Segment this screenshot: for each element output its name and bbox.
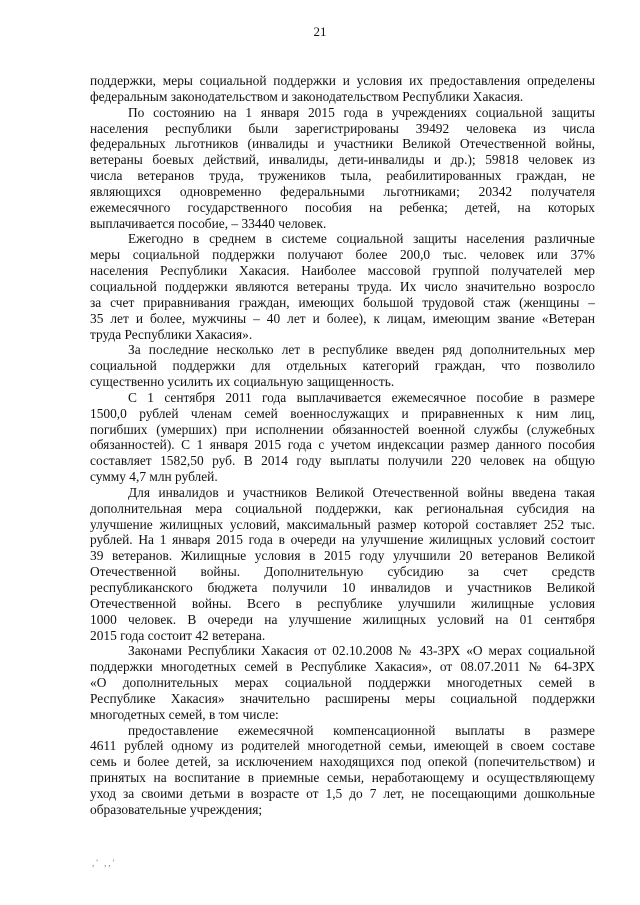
text-line: населения Республики Хакасия. Наиболее массовой группой получателей мер bbox=[90, 263, 595, 279]
text-line: погибших (умерших) при исполнении обязанностей военной службы (служебных bbox=[90, 421, 595, 437]
text-line: выплачивается пособие, – 33440 человек. bbox=[90, 215, 327, 231]
text-line: принятых на воспитание в приемные семьи, неработающему и осуществляющему bbox=[90, 770, 595, 786]
text-line: Для инвалидов и участников Великой Отечественной войны введена такая bbox=[128, 484, 595, 500]
text-line: труда Республики Хакасия». bbox=[90, 326, 253, 342]
text-line: многодетных семей, в том числе: bbox=[90, 706, 279, 722]
text-line: ежемесячного государственного пособия на ребенка; детей, на которых bbox=[90, 199, 595, 215]
scan-artifact: ,' ,,' bbox=[92, 858, 117, 868]
paragraph bbox=[90, 643, 595, 722]
text-line: предоставление ежемесячной компенсационной выплаты в размере bbox=[128, 722, 595, 738]
text-line: сумму 4,7 млн рублей. bbox=[90, 469, 218, 485]
text-line: числа ветеранов труда, тружеников тыла, реабилитированных граждан, не bbox=[90, 168, 595, 184]
text-line: 35 лет и более, мужчины – 40 лет и более), к лицам, имеющим звание «Ветеран bbox=[90, 310, 595, 326]
text-line: Отечественной войны. Дополнительную субсидию за счет средств bbox=[90, 564, 595, 580]
text-line: улучшение жилищных условий, максимальный размер которой составляет 252 тыс. bbox=[90, 516, 595, 532]
paragraph bbox=[90, 390, 595, 485]
paragraph bbox=[90, 485, 595, 643]
text-line: 2015 года состоит 42 ветерана. bbox=[90, 627, 266, 643]
text-line: 4611 рублей одному из родителей многодетной семьи, имеющей в своем составе bbox=[90, 738, 595, 754]
text-line: Отечественной войны. Всего в республике улучшили жилищные условия bbox=[90, 595, 595, 611]
text-line: По состоянию на 1 января 2015 года в учреждениях социальной защиты bbox=[128, 104, 595, 120]
text-line: дополнительная мера социальной поддержки, как региональная субсидия на bbox=[90, 500, 595, 516]
text-line: поддержки, меры социальной поддержки и условия их предоставления определены bbox=[90, 73, 595, 88]
text-line: С 1 сентября 2011 года выплачивается ежемесячное пособие в размере bbox=[128, 389, 595, 405]
paragraph bbox=[90, 73, 595, 105]
text-line: ветераны боевых действий, инвалиды, дети-инвалиды и др.); 59818 человек из bbox=[90, 152, 595, 168]
paragraph bbox=[90, 231, 595, 342]
text-line: Законами Республики Хакасия от 02.10.2008 № 43-ЗРХ «О мерах социальной bbox=[128, 643, 595, 659]
text-line: обязанностей). С 1 января 2015 года с учетом индексации размер данного пособия bbox=[90, 437, 595, 453]
text-line: Ежегодно в среднем в системе социальной защиты населения различные bbox=[128, 231, 595, 247]
text-line: являющихся одновременно федеральными льготниками; 20342 получателя bbox=[90, 183, 595, 199]
document-body bbox=[90, 73, 595, 818]
paragraph bbox=[90, 105, 595, 232]
text-line: «О дополнительных мерах социальной поддержки многодетных семей в bbox=[90, 675, 595, 691]
text-line: 1000 человек. В очереди на улучшение жилищных условий на 01 сентября bbox=[90, 611, 595, 627]
text-line: за счет приравнивания граждан, имеющих большой трудовой стаж (женщины – bbox=[90, 294, 595, 310]
text-line: За последние несколько лет в республике введен ряд дополнительных мер bbox=[128, 342, 595, 358]
text-line: социальной поддержки для отдельных категорий граждан, что позволило bbox=[90, 358, 595, 374]
text-line: семь и более детей, за исключением находящихся под опекой (попечительством) и bbox=[90, 754, 595, 770]
text-line: Республике Хакасия» значительно расширены меры социальной поддержки bbox=[90, 690, 595, 706]
paragraph bbox=[90, 342, 595, 390]
text-line: социальной поддержки являются ветераны труда. Их число значительно возросло bbox=[90, 278, 595, 294]
text-line: федеральным законодательством и законодательством Республики Хакасия. bbox=[90, 88, 524, 104]
text-line: 1500,0 рублей членам семей военнослужащих и приравненных к ним лиц, bbox=[90, 405, 595, 421]
page-number: 21 bbox=[313, 24, 327, 39]
paragraph bbox=[90, 723, 595, 818]
text-line: рублей. На 1 января 2015 года в очереди на улучшение жилищных условий состоит bbox=[90, 532, 595, 548]
text-line: поддержки многодетных семей в Республике Хакасия», от 08.07.2011 № 64-ЗРХ bbox=[90, 659, 595, 675]
text-line: республиканского бюджета получили 10 инвалидов и участников Великой bbox=[90, 580, 595, 595]
text-line: федеральных льготников (инвалиды и участники Великой Отечественной войны, bbox=[90, 136, 595, 152]
text-line: 39 ветеранов. Жилищные условия в 2015 году улучшили 20 ветеранов Великой bbox=[90, 548, 595, 564]
text-line: населения республики были зарегистрированы 39492 человека из числа bbox=[90, 120, 595, 136]
text-line: существенно усилить их социальную защищенность. bbox=[90, 374, 395, 390]
text-line: образовательные учреждения; bbox=[90, 801, 263, 817]
text-line: составляет 1582,50 руб. В 2014 году выплаты получили 220 человек на общую bbox=[90, 453, 595, 469]
text-line: меры социальной поддержки получают более 200,0 тыс. человек или 37% bbox=[90, 247, 595, 263]
text-line: уход за своими детьми в возрасте от 1,5 до 7 лет, не посещающими дошкольные bbox=[90, 785, 595, 801]
